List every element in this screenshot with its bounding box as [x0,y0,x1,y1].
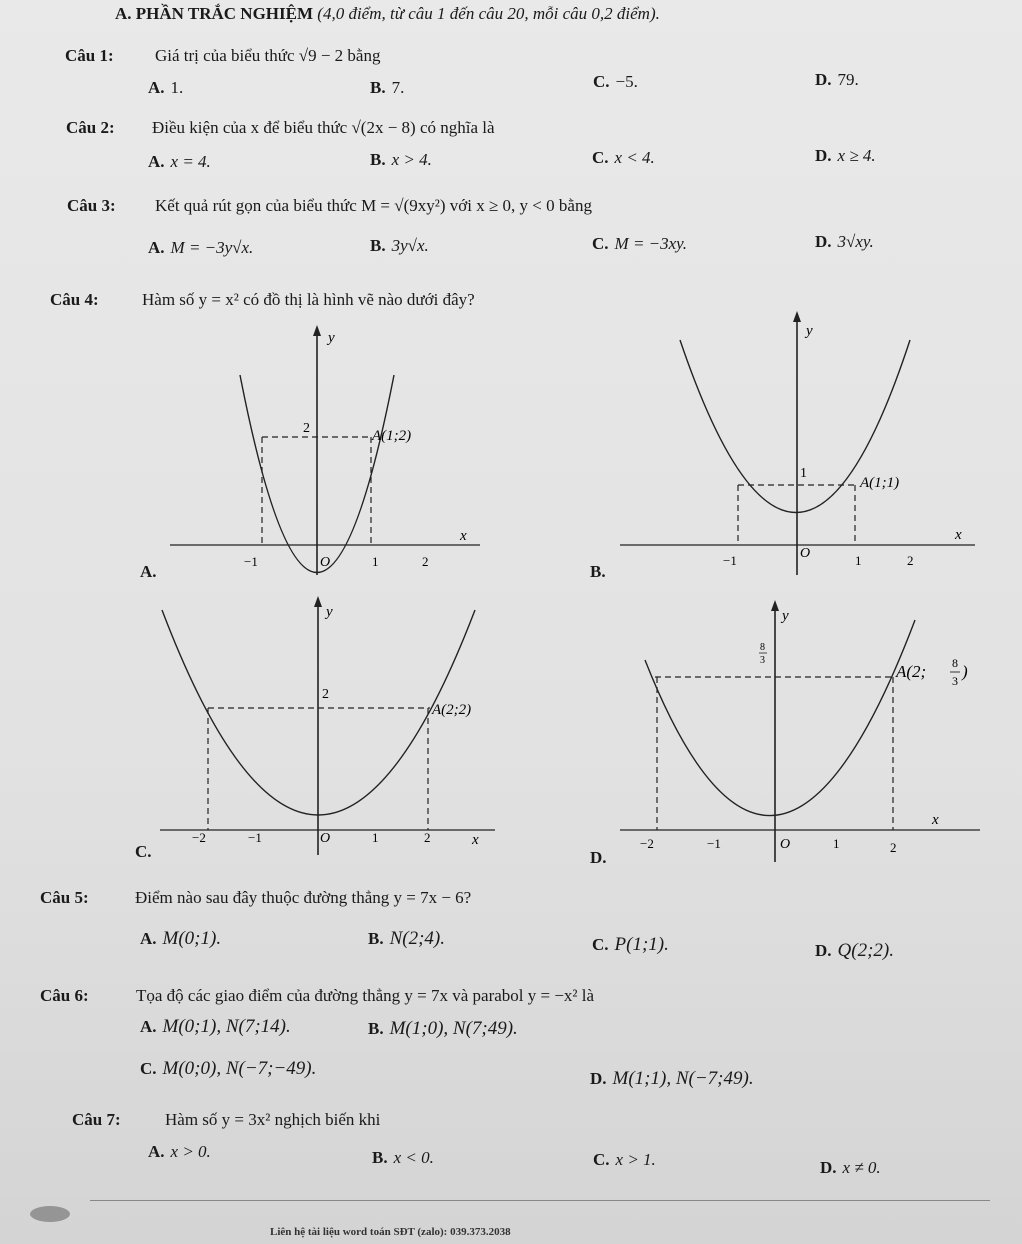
q3-option-b-letter: B. [370,236,386,255]
graph-a-origin: O [320,555,331,570]
graph-d-x-tick-4: 2 [890,840,897,855]
q6-option-b-letter: B. [368,1019,384,1038]
graph-d-parabola [645,620,915,816]
footer-contact: Liên hệ tài liệu word toán SĐT (zalo): 039.373.2038 [270,1226,511,1238]
q1-option-a-letter: A. [148,78,165,97]
graph-c[interactable] [150,590,500,865]
graph-c-x-tick-1: −2 [192,830,206,845]
q6-option-d[interactable] [590,1068,754,1090]
graph-d-x-tick-3: 1 [833,836,840,851]
graph-d-point-prefix: A(2; [896,662,927,681]
q5-option-b[interactable] [368,928,445,950]
q5-text: Điểm nào sau đây thuộc đường thẳng y = 7x − 6? [135,888,472,907]
graph-c-point-label: A(2;2) [432,702,472,718]
q3-option-c[interactable] [592,234,687,254]
q5-option-c[interactable] [592,934,669,956]
q7-option-a-letter: A. [148,1142,165,1161]
graph-a-point-label: A(1;2) [372,428,412,444]
graph-c-x-label: x [472,832,479,848]
q7-option-c[interactable] [593,1150,656,1170]
graph-b-x-tick-2: 1 [855,553,862,568]
q6-option-b-text: M(1;0), N(7;49). [389,1018,518,1039]
graph-b-y-tick: 1 [800,466,807,481]
q2-text: Điều kiện của x để biểu thức √(2x − 8) có nghĩa là [152,118,495,137]
q2-option-d-text: x ≥ 4. [837,146,876,165]
q7-option-a-text: x > 0. [170,1142,211,1161]
q1-label: Câu 1: [65,46,114,65]
q3-option-d[interactable] [815,232,874,252]
q2-option-b[interactable] [370,150,432,170]
q5-option-a-letter: A. [140,929,157,948]
q5-option-c-letter: C. [592,935,609,954]
q5-label: Câu 5: [40,888,89,907]
q5-option-c-text: P(1;1). [614,934,669,955]
graph-b-x-tick-3: 2 [907,553,914,568]
q6-option-c-text: M(0;0), N(−7;−49). [162,1058,317,1079]
q4-label: Câu 4: [50,290,99,309]
q4-text: Hàm số y = x² có đồ thị là hình vẽ nào dưới đây? [142,290,475,309]
graph-b-x-tick-1: −1 [723,553,737,568]
q3-option-d-letter: D. [815,232,832,251]
graph-d-y-arrow [771,600,779,611]
q6-option-c[interactable] [140,1058,316,1080]
graph-c-x-tick-3: 1 [372,830,379,845]
q3-option-a[interactable] [148,238,253,258]
q3-option-a-letter: A. [148,238,165,257]
q5-option-d-text: Q(2;2). [837,940,894,961]
q5-option-d[interactable] [815,940,894,962]
q3-option-a-text: M = −3y√x. [170,238,254,257]
graph-d-x-label: x [932,812,939,828]
q2-option-a[interactable] [148,152,211,172]
graph-d-y-label: y [782,608,789,624]
q7-option-a[interactable] [148,1142,211,1162]
q7-option-b-letter: B. [372,1148,388,1167]
q6-option-a-text: M(0;1), N(7;14). [162,1016,291,1037]
q5-option-b-text: N(2;4). [389,928,445,949]
q5-option-d-letter: D. [815,941,832,960]
graph-a[interactable] [160,320,490,585]
q2-label: Câu 2: [66,118,115,137]
q5-option-a-text: M(0;1). [162,928,222,949]
graph-d-x-tick-1: −2 [640,836,654,851]
graph-b-point-label: A(1;1) [860,475,900,491]
q6-option-c-letter: C. [140,1059,157,1078]
graph-a-x-tick-2: 1 [372,554,379,569]
graph-a-y-label: y [328,330,335,346]
graph-d-x-tick-2: −1 [707,836,721,851]
graph-b-x-label: x [955,527,962,543]
q7-option-d[interactable] [820,1158,881,1178]
q2-option-c-text: x < 4. [614,148,655,167]
q6-option-a-letter: A. [140,1017,157,1036]
q6-option-a[interactable] [140,1016,291,1038]
q1-option-a[interactable] [148,78,183,98]
q7-text: Hàm số y = 3x² nghịch biến khi [165,1110,381,1129]
graph-d-origin: O [780,837,791,852]
q3-text: Kết quả rút gọn của biểu thức M = √(9xy²) với x ≥ 0, y < 0 bằng [155,196,592,215]
q7-option-d-text: x ≠ 0. [842,1158,881,1177]
graph-a-y-arrow [313,325,321,336]
q7-option-c-text: x > 1. [615,1150,656,1169]
q1-option-a-text: 1. [170,78,184,97]
q1-option-d-text: 79. [837,70,859,89]
footer-divider [90,1200,990,1201]
q6-option-d-letter: D. [590,1069,607,1088]
graph-d-point-suffix: ) [962,662,968,681]
q7-option-b-text: x < 0. [393,1148,434,1167]
q7-option-b[interactable] [372,1148,434,1168]
q1-option-d-letter: D. [815,70,832,89]
graph-c-origin: O [320,831,331,846]
q7-option-d-letter: D. [820,1158,837,1177]
q1-option-b[interactable] [370,78,404,98]
q1-option-b-letter: B. [370,78,386,97]
section-title [115,4,660,24]
graph-d-y-tick-den: 3 [760,655,765,666]
q2-option-b-letter: B. [370,150,386,169]
q1-option-c-text: −5. [615,72,638,91]
graph-d-point-den: 3 [952,674,958,688]
graph-d-y-tick-num: 8 [760,642,765,653]
graph-c-x-tick-4: 2 [424,830,431,845]
q4-option-b[interactable] [590,562,612,582]
q1-text: Giá trị của biểu thức √9 − 2 bằng [155,46,381,65]
q1-option-c[interactable] [593,72,638,92]
q6-option-b[interactable] [368,1018,518,1040]
q6-text: Tọa độ các giao điểm của đường thẳng y = 7x và parabol y = −x² là [136,986,595,1005]
graph-c-y-arrow [314,596,322,607]
q7-label: Câu 7: [72,1110,121,1129]
q2-option-d-letter: D. [815,146,832,165]
q4-option-d-letter: D. [590,848,607,867]
q5-option-a[interactable] [140,928,221,950]
q2-option-c[interactable] [592,148,655,168]
graph-d-point-num: 8 [952,656,958,670]
graph-b-origin: O [800,546,811,561]
q1-option-b-text: 7. [391,78,405,97]
graph-a-y-tick: 2 [303,421,310,436]
q2-option-a-letter: A. [148,152,165,171]
q7-option-c-letter: C. [593,1150,610,1169]
q3-option-b-text: 3y√x. [391,236,429,255]
graph-a-x-tick-1: −1 [244,554,258,569]
q4-option-a-letter: A. [140,562,157,581]
graph-c-y-tick: 2 [322,687,329,702]
logo-icon [30,1206,70,1222]
graph-c-x-tick-2: −1 [248,830,262,845]
q3-option-c-letter: C. [592,234,609,253]
q2-option-b-text: x > 4. [391,150,432,169]
graph-b[interactable] [610,305,990,585]
q4-option-c-letter: C. [135,842,152,861]
graph-c-y-label: y [326,604,333,620]
q2-option-a-text: x = 4. [170,152,211,171]
q3-option-b[interactable] [370,236,429,256]
q1-option-d[interactable] [815,70,859,90]
q6-option-d-text: M(1;1), N(−7;49). [612,1068,754,1089]
q5-option-b-letter: B. [368,929,384,948]
q3-option-c-text: M = −3xy. [614,234,688,253]
q3-option-d-text: 3√xy. [837,232,874,251]
q1-option-c-letter: C. [593,72,610,91]
graph-a-x-tick-3: 2 [422,554,429,569]
section-title-note: (4,0 điểm, từ câu 1 đến câu 20, mỗi câu 0,2 điểm). [317,4,660,23]
section-title-main: A. PHẦN TRẮC NGHIỆM [115,4,314,23]
q2-option-d[interactable] [815,146,876,166]
q2-option-c-letter: C. [592,148,609,167]
graph-a-x-label: x [460,528,467,544]
q6-label: Câu 6: [40,986,89,1005]
q4-option-b-letter: B. [590,562,606,581]
q3-label: Câu 3: [67,196,116,215]
graph-d[interactable] [610,590,990,870]
graph-b-y-label: y [806,323,813,339]
graph-b-y-arrow [793,311,801,322]
